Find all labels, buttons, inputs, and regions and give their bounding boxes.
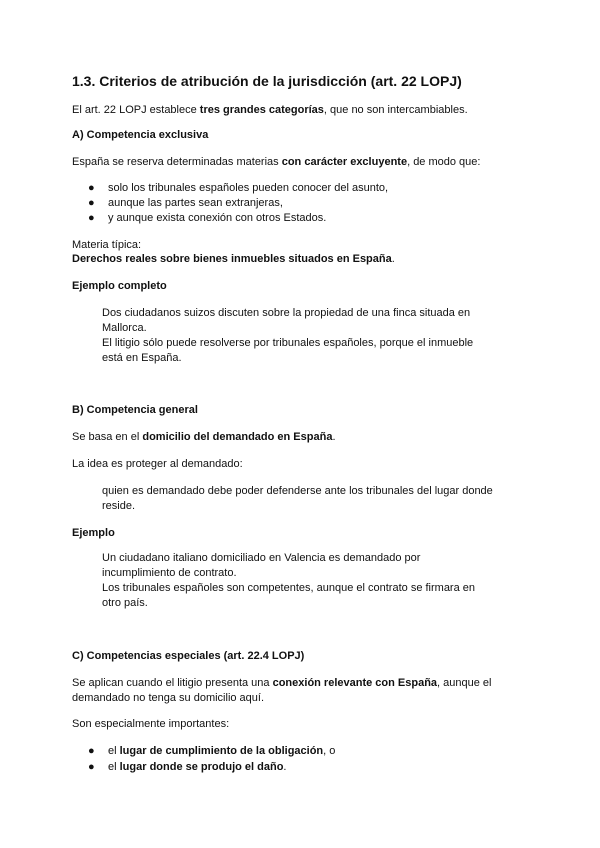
list-item: ● el lugar donde se produjo el daño. bbox=[88, 761, 287, 773]
section-a-heading: A) Competencia exclusiva bbox=[72, 129, 209, 141]
example-line: Un ciudadano italiano domiciliado en Valencia es demandado por bbox=[102, 552, 421, 564]
list-item: ● el lugar de cumplimiento de la obligación, o bbox=[88, 745, 336, 757]
bullet-icon: ● bbox=[88, 212, 95, 224]
intro-paragraph: El art. 22 LOPJ establece tres grandes categorías, que no son intercambiables. bbox=[72, 104, 468, 116]
bullet-icon: ● bbox=[88, 197, 95, 209]
example-line: El litigio sólo puede resolverse por tribunales españoles, porque el inmueble bbox=[102, 337, 474, 349]
section-a-paragraph: España se reserva determinadas materias con carácter excluyente, de modo que: bbox=[72, 156, 481, 168]
materia-value: Derechos reales sobre bienes inmuebles situados en España. bbox=[72, 253, 395, 265]
bullet-icon: ● bbox=[88, 761, 95, 773]
section-c-paragraph-line-2: demandado no tenga su domicilio aquí. bbox=[72, 692, 265, 704]
list-item: ● solo los tribunales españoles pueden conocer del asunto, bbox=[88, 182, 389, 194]
section-b-example-heading: Ejemplo bbox=[72, 527, 115, 539]
section-a-example-heading: Ejemplo completo bbox=[72, 280, 167, 292]
section-b-paragraph: Se basa en el domicilio del demandado en España. bbox=[72, 431, 336, 443]
section-c-heading: C) Competencias especiales (art. 22.4 LOPJ) bbox=[72, 650, 305, 662]
example-line: otro país. bbox=[102, 597, 148, 609]
materia-label: Materia típica: bbox=[72, 239, 142, 251]
bullet-icon: ● bbox=[88, 745, 95, 757]
example-line: Los tribunales españoles son competentes, aunque el contrato se firmara en bbox=[102, 582, 476, 594]
example-line: Mallorca. bbox=[102, 322, 147, 334]
quote-line: reside. bbox=[102, 500, 136, 512]
section-b-paragraph-2: La idea es proteger al demandado: bbox=[72, 458, 243, 470]
example-line: incumplimiento de contrato. bbox=[102, 567, 237, 579]
list-item: ● aunque las partes sean extranjeras, bbox=[88, 197, 283, 209]
list-item: ● y aunque exista conexión con otros Estados. bbox=[88, 212, 327, 224]
bullet-icon: ● bbox=[88, 182, 95, 194]
page-title: 1.3. Criterios de atribución de la jurisdicción (art. 22 LOPJ) bbox=[72, 73, 462, 89]
section-c-paragraph: Se aplican cuando el litigio presenta una conexión relevante con España, aunque el bbox=[72, 677, 492, 689]
section-c-paragraph-2: Son especialmente importantes: bbox=[72, 718, 230, 730]
example-line: Dos ciudadanos suizos discuten sobre la propiedad de una finca situada en bbox=[102, 307, 471, 319]
example-line: está en España. bbox=[102, 352, 182, 364]
section-b-heading: B) Competencia general bbox=[72, 404, 198, 416]
quote-line: quien es demandado debe poder defenderse ante los tribunales del lugar donde bbox=[102, 485, 493, 497]
